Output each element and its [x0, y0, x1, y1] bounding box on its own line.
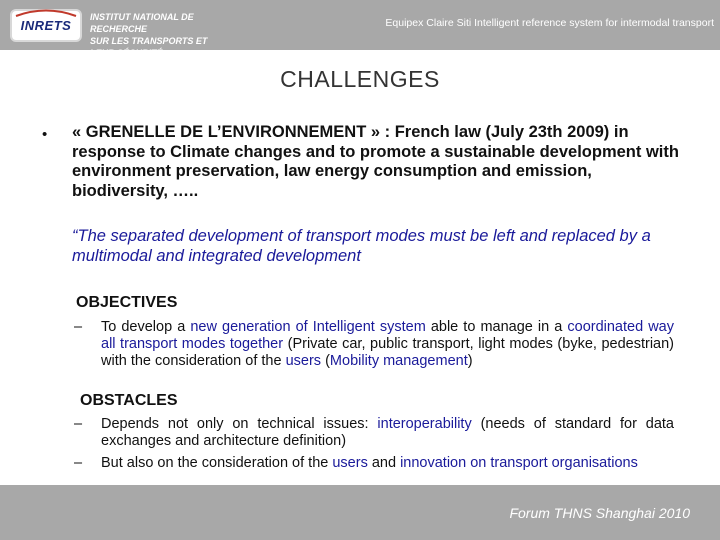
objectives-item-text: To develop a new generation of Intelligent system able to manage in a coordinated way all transport modes together (Private car, public transport, light modes (byke, pedestrian) with the consideration of the users (Mobility management) — [101, 319, 674, 369]
footer-text: Forum THNS Shanghai 2010 — [509, 505, 690, 521]
header-bar — [0, 0, 720, 58]
dash-icon: – — [74, 455, 83, 471]
institute-line-1: INSTITUT NATIONAL DE RECHERCHE — [90, 12, 194, 34]
logo-text: INRETS — [20, 18, 72, 33]
inrets-logo — [10, 9, 82, 42]
institute-line-2: SUR LES TRANSPORTS ET LEUR SÉCURITÉ — [90, 36, 208, 58]
highlight-new-generation: new generation of Intelligent system — [190, 319, 426, 335]
objectives-item — [74, 319, 674, 370]
obstacles-item-2-text: But also on the consideration of the users and innovation on transport organisations — [101, 455, 638, 471]
institute-name — [90, 11, 230, 59]
obstacles-item-1 — [74, 416, 674, 450]
obstacles-item-1-text: Depends not only on technical issues: interoperability (needs of standard for data exchanges and architecture definition) — [101, 416, 674, 449]
bullet-icon: • — [42, 126, 48, 143]
highlight-users-2: users — [332, 455, 368, 471]
dash-icon: – — [74, 416, 83, 432]
header-tagline: Equipex Claire Siti Intelligent reference system for intermodal transport — [385, 17, 714, 29]
highlight-innovation: innovation on transport organisations — [400, 455, 638, 471]
obstacles-heading: OBSTACLES — [80, 392, 178, 409]
slide-title: CHALLENGES — [280, 66, 440, 92]
dash-icon: – — [74, 319, 83, 335]
grenelle-bullet: « GRENELLE DE L’ENVIRONNEMENT » : French law (July 23th 2009) in response to Climate changes and to promote a sustainable development with environment preservation, law energy consumption and emission, biodiversity, ….. — [72, 123, 679, 200]
objectives-heading: OBJECTIVES — [76, 294, 178, 311]
quote-text: “The separated development of transport modes must be left and replaced by a multimodal and integrated development — [72, 227, 651, 265]
highlight-interoperability: interoperability — [377, 416, 472, 432]
highlight-mobility: Mobility management — [329, 353, 468, 369]
logo-swoosh-icon — [12, 7, 80, 17]
highlight-coordinated: coordinated way all transport modes together — [101, 319, 674, 352]
highlight-users: users — [285, 353, 322, 369]
obstacles-item-2 — [74, 455, 674, 472]
